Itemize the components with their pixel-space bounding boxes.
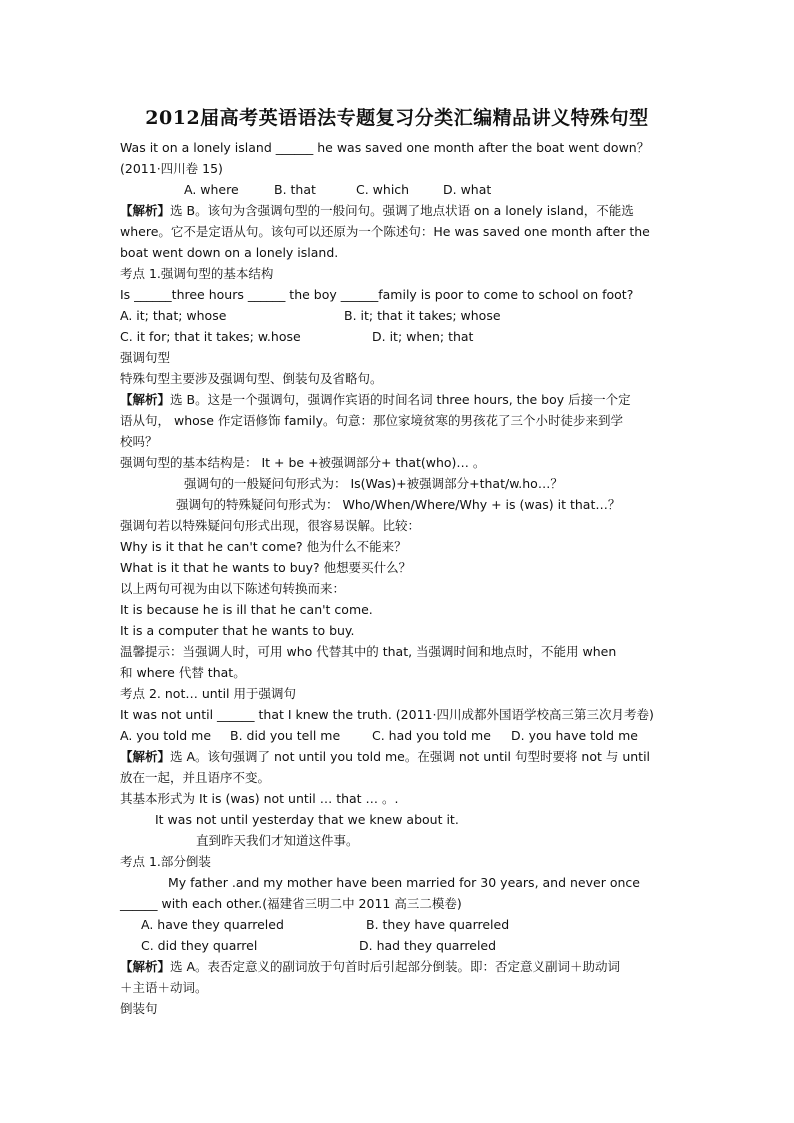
analysis-3-line-2: 放在一起，并且语序不变。	[120, 770, 271, 785]
example-line: It is a computer that he wants to buy.	[120, 623, 355, 638]
question-3-stem: It was not until ______ that I knew the truth. (2011·四川成都外国语学校高三第三次月考卷)	[120, 707, 654, 722]
analysis-1-line-1: 【解析】选 B。该句为含强调句型的一般问句。强调了地点状语 on a lonely island，不能选	[120, 203, 634, 218]
question-4-option-d: D. had they quarreled	[359, 938, 497, 953]
section-heading: 考点 2. not… until 用于强调句	[120, 686, 296, 701]
question-1-stem: Was it on a lonely island ______ he was saved one month after the boat went down？	[120, 140, 650, 155]
question-3-option-d: D. you have told me	[511, 728, 638, 743]
question-2-option-a: A. it; that; whose	[120, 308, 227, 323]
document-title: 2012届高考英语语法专题复习分类汇编精品讲义特殊句型	[145, 107, 649, 129]
paragraph-line: 强调句若以特殊疑问句形式出现，很容易误解。比较：	[120, 518, 421, 533]
section-heading: 考点 1.部分倒装	[120, 854, 211, 869]
analysis-4-line-1: 【解析】选 A。表否定意义的副词放于句首时后引起部分倒装。即：否定意义副词＋助动词	[120, 959, 621, 974]
analysis-tag: 【解析】	[120, 392, 171, 407]
question-1-option-a: A. where	[184, 182, 239, 197]
analysis-4-line-2: ＋主语＋动词。	[120, 980, 208, 995]
analysis-tag: 【解析】	[120, 749, 171, 764]
tip-line-2: 和 where 代替 that。	[120, 665, 246, 680]
example-line: Why is it that he can't come? 他为什么不能来？	[120, 539, 407, 554]
question-2-option-d: D. it; when; that	[372, 329, 474, 344]
example-translation: 直到昨天我们才知道这件事。	[196, 833, 359, 848]
question-1-option-b: B. that	[274, 182, 316, 197]
question-3-option-a: A. you told me	[120, 728, 212, 743]
question-1-option-d: D. what	[443, 182, 492, 197]
analysis-2-line-2: 语从句， whose 作定语修饰 family。句意：那位家境贫寒的男孩花了三个小时徒步来到学	[120, 413, 623, 428]
analysis-1-line-3: boat went down on a lonely island.	[120, 245, 339, 260]
section-heading: 考点 1.强调句型的基本结构	[120, 266, 274, 281]
analysis-3-line-1: 【解析】选 A。该句强调了 not until you told me。在强调 not until 句型时要将 not 与 until	[120, 749, 651, 764]
structure-line: 强调句的一般疑问句形式为： Is(Was)+被强调部分+that/w.ho…？	[184, 476, 563, 491]
paragraph-line: 特殊句型主要涉及强调句型、倒装句及省略句。	[120, 371, 383, 386]
question-2-option-b: B. it; that it takes; whose	[344, 308, 501, 323]
tip-line-1: 温馨提示：当强调人时，可用 who 代替其中的 that, 当强调时间和地点时，不能用 when	[120, 644, 617, 659]
paragraph-line: 以上两句可视为由以下陈述句转换而来：	[120, 581, 346, 596]
section-heading: 倒装句	[120, 1001, 158, 1016]
example-line: It is because he is ill that he can't come.	[120, 602, 373, 617]
question-3-option-b: B. did you tell me	[230, 728, 341, 743]
question-3-option-c: C. had you told me	[372, 728, 491, 743]
example-line: It was not until yesterday that we knew about it.	[155, 812, 459, 827]
question-2-option-c: C. it for; that it takes; w.hose	[120, 329, 301, 344]
question-4-stem-1: My father .and my mother have been married for 30 years, and never once	[168, 875, 640, 890]
question-4-option-b: B. they have quarreled	[366, 917, 510, 932]
analysis-tag: 【解析】	[120, 203, 171, 218]
section-heading: 强调句型	[120, 350, 171, 365]
question-1-source: (2011·四川卷 15)	[120, 161, 223, 176]
question-1-option-c: C. which	[356, 182, 410, 197]
structure-line: 强调句型的基本结构是： It + be +被强调部分+ that(who)… 。	[120, 455, 486, 470]
structure-line: 强调句的特殊疑问句形式为： Who/When/Where/Why + is (was) it that…？	[176, 497, 621, 512]
question-4-option-a: A. have they quarreled	[141, 917, 284, 932]
question-4-stem-2: ______ with each other.(福建省三明二中 2011 高三二模卷)	[120, 896, 462, 911]
analysis-tag: 【解析】	[120, 959, 171, 974]
question-2-stem: Is ______three hours ______ the boy ______family is poor to come to school on foot?	[120, 287, 634, 302]
analysis-1-line-2: where。它不是定语从句。该句可以还原为一个陈述句：He was saved one month after the	[120, 224, 650, 239]
question-4-option-c: C. did they quarrel	[141, 938, 258, 953]
analysis-2-line-1: 【解析】选 B。这是一个强调句，强调作宾语的时间名词 three hours, the boy 后接一个定	[120, 392, 631, 407]
analysis-2-line-3: 校吗？	[120, 434, 158, 449]
example-line: What is it that he wants to buy? 他想要买什么？	[120, 560, 412, 575]
paragraph-line: 其基本形式为 It is (was) not until … that … 。.	[120, 791, 399, 806]
